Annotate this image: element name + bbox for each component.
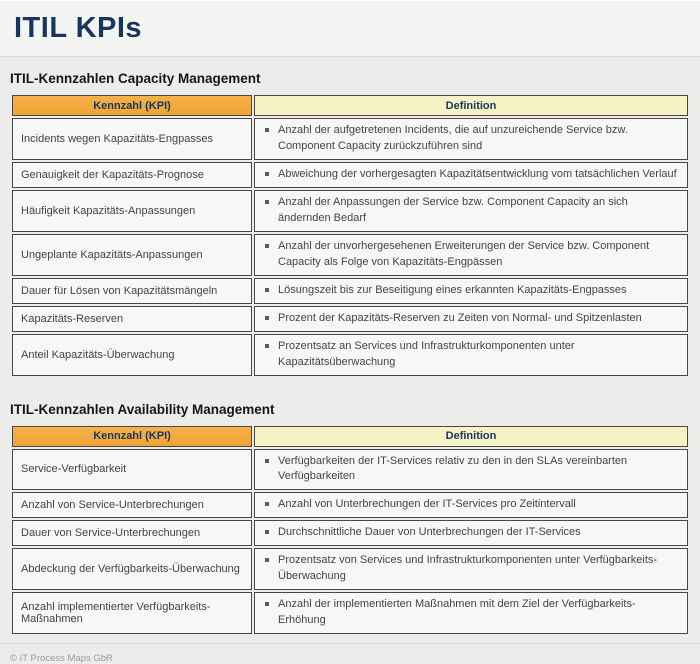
definition-text: Verfügbarkeiten der IT-Services relativ zu den in den SLAs vereinbarten Verfügbarkeiten	[278, 454, 628, 483]
capacity-kpi-table	[10, 93, 690, 378]
definition-text: Anzahl der aufgetretenen Incidents, die auf unzureichende Service bzw. Component Capacity zurückzuführen sind	[278, 124, 628, 152]
table-header-row	[12, 95, 688, 116]
definition-cell	[254, 118, 688, 160]
kpi-cell: Genauigkeit der Kapazitäts-Prognose	[12, 162, 252, 188]
bullet-icon	[265, 172, 269, 176]
kpi-cell: Incidents wegen Kapazitäts-Engpasses	[12, 118, 252, 160]
page-header	[0, 1, 700, 57]
column-header-definition: Definition	[254, 426, 688, 447]
kpi-cell: Abdeckung der Verfügbarkeits-Überwachung	[12, 548, 252, 590]
section-heading-capacity: ITIL-Kennzahlen Capacity Management	[10, 71, 261, 86]
bullet-icon	[265, 530, 269, 534]
section-capacity-management	[10, 71, 690, 378]
page-footer	[0, 643, 700, 664]
table-row	[12, 278, 688, 304]
definition-text: Anzahl der Anpassungen der Service bzw. Component Capacity an sich ändernden Bedarf	[278, 195, 628, 224]
definition-cell	[254, 162, 688, 188]
definition-cell	[254, 306, 688, 332]
table-row	[12, 592, 688, 634]
kpi-cell: Dauer von Service-Unterbrechungen	[12, 520, 252, 546]
bullet-icon	[265, 602, 269, 606]
kpi-cell: Anteil Kapazitäts-Überwachung	[12, 334, 252, 376]
bullet-icon	[265, 200, 269, 204]
definition-text: Prozent der Kapazitäts-Reserven zu Zeiten von Normal- und Spitzenlasten	[278, 311, 642, 324]
kpi-cell: Anzahl implementierter Verfügbarkeits-Maßnahmen	[12, 592, 252, 634]
bullet-icon	[265, 558, 269, 562]
definition-cell	[254, 449, 688, 491]
definition-text: Prozentsatz an Services und Infrastrukturkomponenten unter Kapazitätsüberwachung	[278, 339, 575, 368]
table-row	[12, 118, 688, 160]
kpi-cell: Häufigkeit Kapazitäts-Anpassungen	[12, 190, 252, 232]
table-row	[12, 234, 688, 276]
section-availability-management	[10, 402, 690, 637]
definition-cell	[254, 334, 688, 376]
definition-cell	[254, 520, 688, 546]
table-row	[12, 548, 688, 590]
table-row	[12, 449, 688, 491]
definition-text: Anzahl der implementierten Maßnahmen mit dem Ziel der Verfügbarkeits-Erhöhung	[278, 598, 636, 627]
definition-cell	[254, 190, 688, 232]
definition-cell	[254, 492, 688, 518]
bullet-icon	[265, 502, 269, 506]
kpi-cell: Service-Verfügbarkeit	[12, 449, 252, 491]
definition-cell	[254, 278, 688, 304]
column-header-kpi: Kennzahl (KPI)	[12, 426, 252, 447]
table-header-row	[12, 426, 688, 447]
content	[0, 71, 700, 636]
definition-text: Anzahl von Unterbrechungen der IT-Services pro Zeitintervall	[278, 498, 576, 511]
table-row	[12, 190, 688, 232]
bullet-icon	[265, 344, 269, 348]
copyright-text: © IT Process Maps GbR	[10, 653, 113, 664]
definition-cell	[254, 548, 688, 590]
table-row	[12, 306, 688, 332]
bullet-icon	[265, 316, 269, 320]
definition-text: Lösungszeit bis zur Beseitigung eines erkannten Kapazitäts-Engpasses	[278, 283, 627, 296]
kpi-cell: Kapazitäts-Reserven	[12, 306, 252, 332]
definition-cell	[254, 234, 688, 276]
section-heading-availability: ITIL-Kennzahlen Availability Management	[10, 401, 275, 417]
table-row	[12, 334, 688, 376]
kpi-cell: Anzahl von Service-Unterbrechungen	[12, 492, 252, 518]
kpi-cell: Dauer für Lösen von Kapazitätsmängeln	[12, 278, 252, 304]
definition-text: Abweichung der vorhergesagten Kapazitätsentwicklung vom tatsächlichen Verlauf	[278, 167, 677, 180]
column-header-definition: Definition	[254, 95, 688, 116]
definition-cell	[254, 592, 688, 634]
definition-text: Anzahl der unvorhergesehenen Erweiterungen der Service bzw. Component Capacity als Folge von Kapazitäts-Engpässen	[278, 239, 650, 268]
bullet-icon	[265, 244, 269, 248]
table-row	[12, 162, 688, 188]
definition-text: Prozentsatz von Services und Infrastrukturkomponenten unter Verfügbarkeits-Überwachung	[278, 554, 658, 583]
kpi-cell: Ungeplante Kapazitäts-Anpassungen	[12, 234, 252, 276]
table-row	[12, 520, 688, 546]
column-header-kpi: Kennzahl (KPI)	[12, 95, 252, 116]
bullet-icon	[265, 459, 269, 463]
bullet-icon	[265, 288, 269, 292]
definition-text: Durchschnittliche Dauer von Unterbrechungen der IT-Services	[278, 526, 581, 539]
table-row	[12, 492, 688, 518]
bullet-icon	[265, 128, 269, 132]
page-title: ITIL KPIs	[14, 12, 143, 44]
availability-kpi-table	[10, 424, 690, 637]
